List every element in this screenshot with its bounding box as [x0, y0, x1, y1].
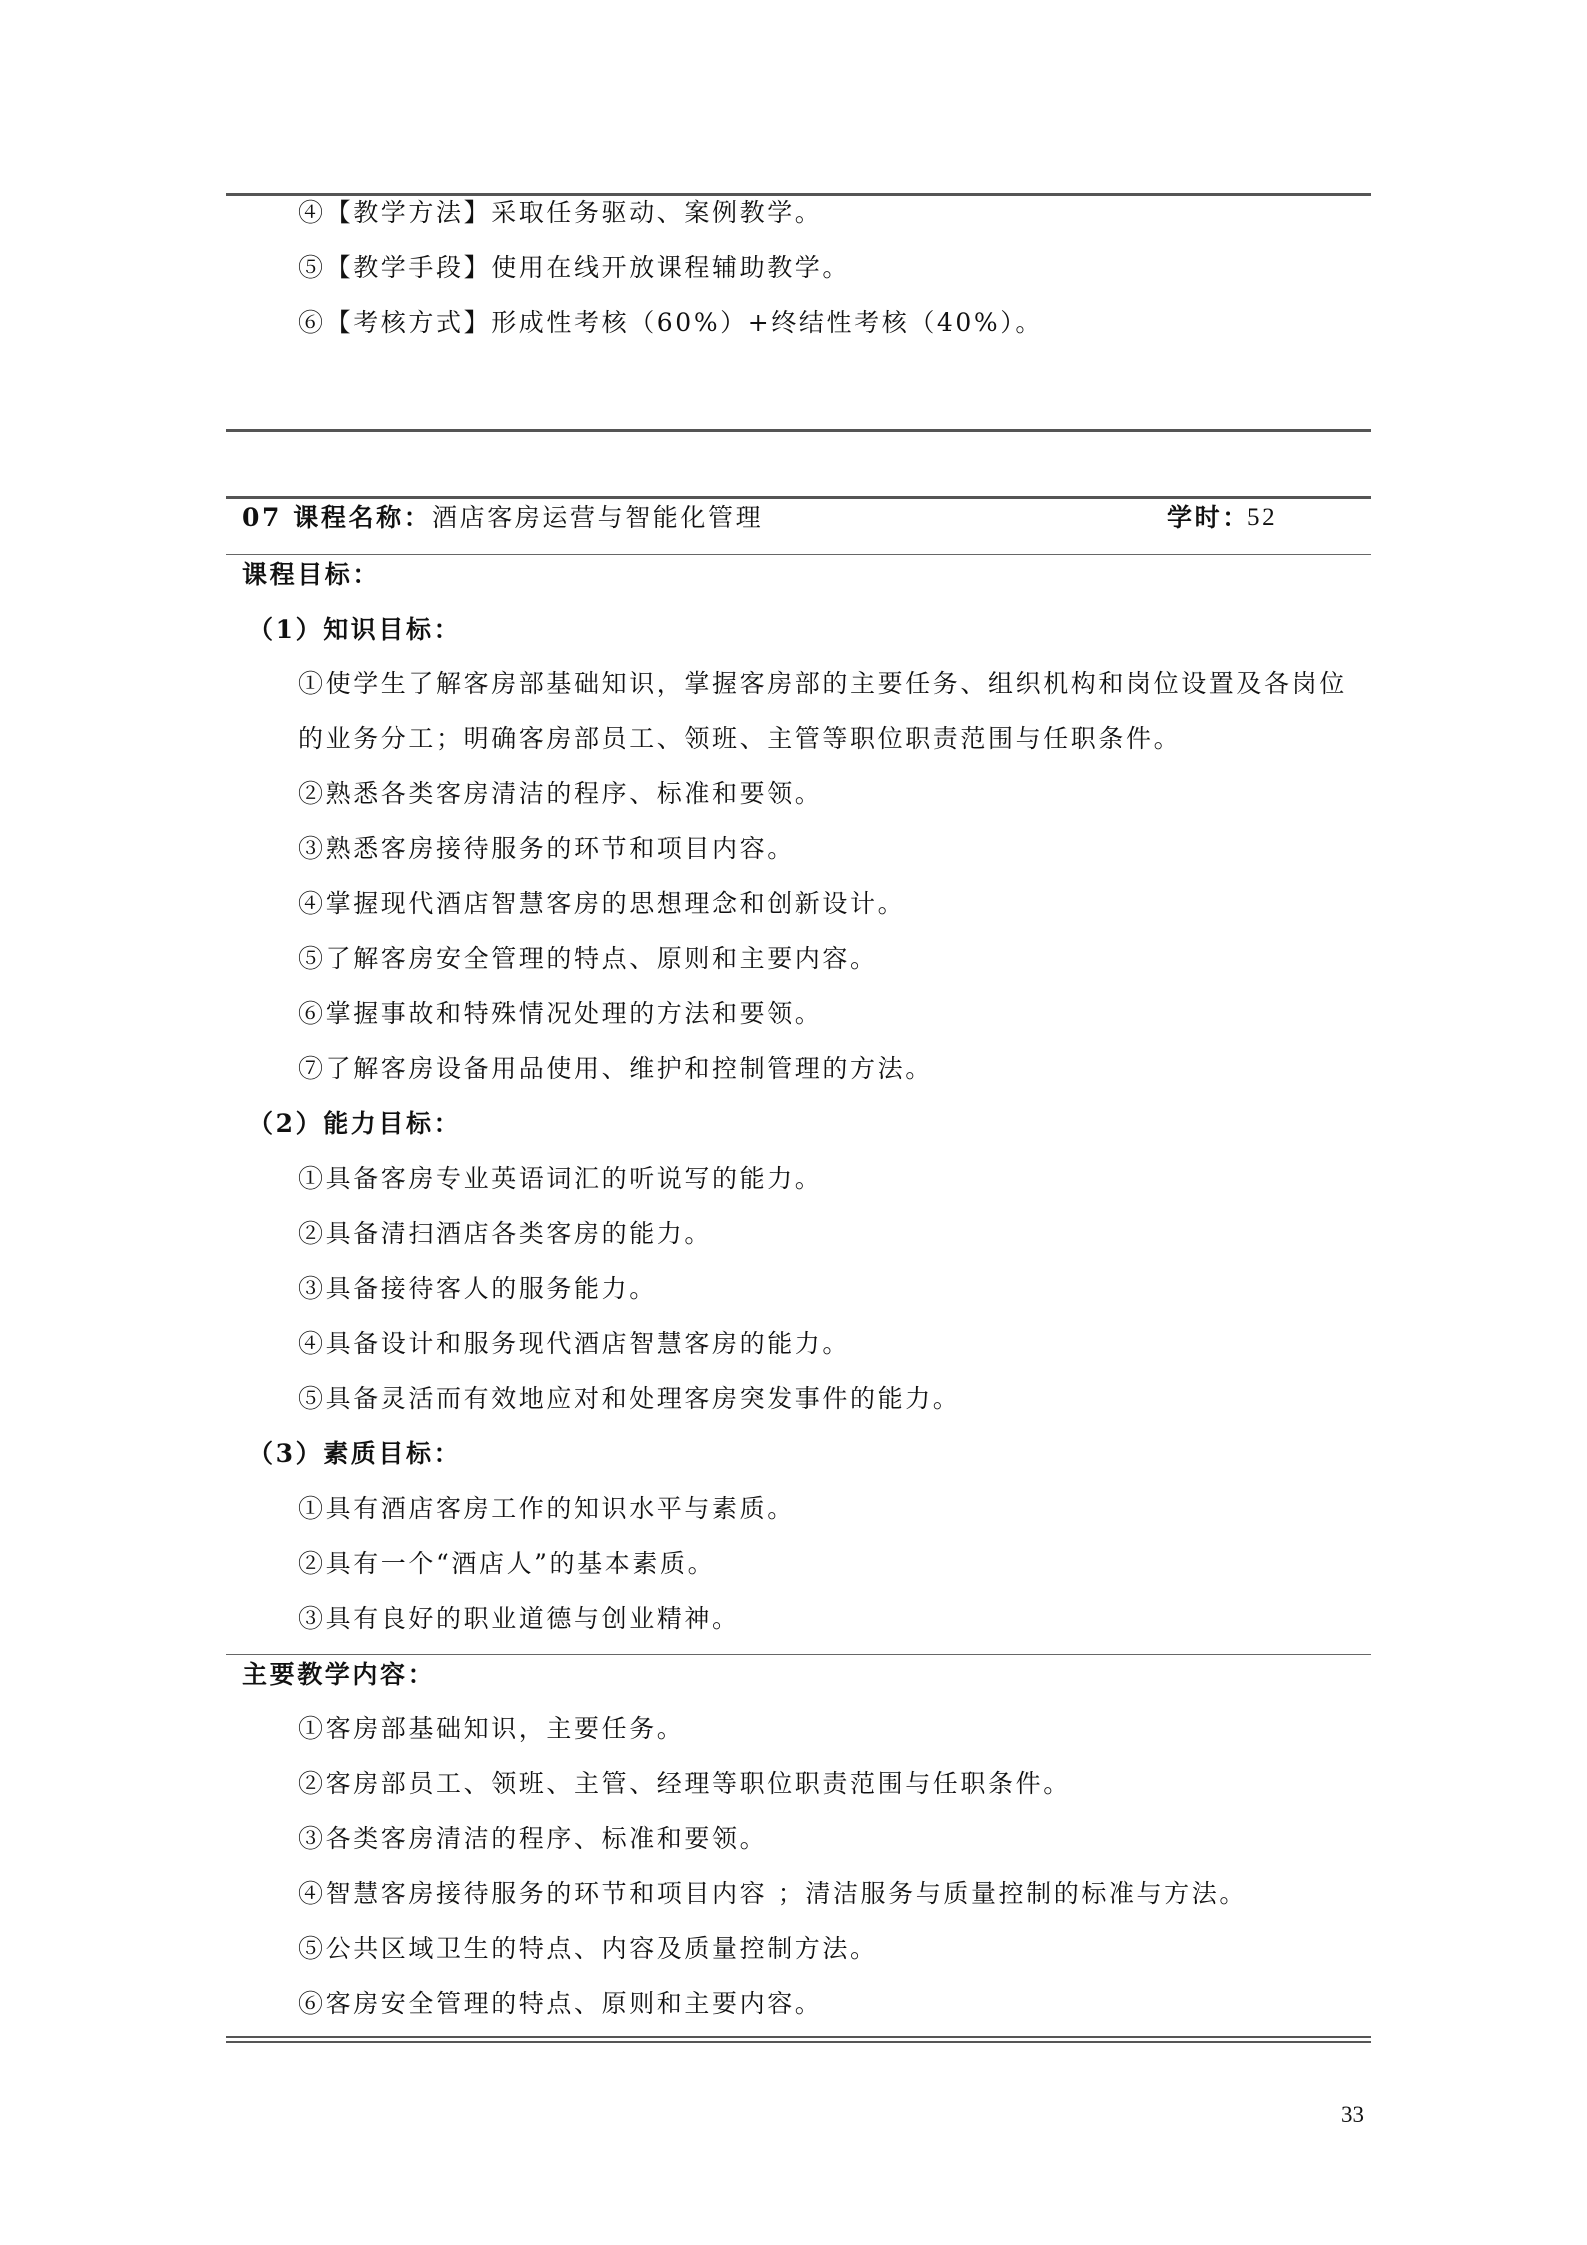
list-item: ⑥【考核方式】形成性考核（60%）+终结性考核（40%）。	[298, 308, 1043, 337]
course-hours-label: 学时：	[1167, 503, 1250, 532]
list-item: ⑤公共区域卫生的特点、内容及质量控制方法。	[298, 1934, 878, 1963]
page-number: 33	[1341, 2102, 1364, 2127]
list-item: ⑤具备灵活而有效地应对和处理客房突发事件的能力。	[298, 1384, 961, 1413]
quality-heading: （3）素质目标：	[248, 1439, 462, 1468]
table-bottom-rule	[226, 2036, 1371, 2038]
list-item: ①使学生了解客房部基础知识，掌握客房部的主要任务、组织机构和岗位设置及各岗位	[298, 669, 1347, 698]
list-item: ②具备清扫酒店各类客房的能力。	[298, 1219, 713, 1248]
course-top-rule	[226, 496, 1371, 499]
list-item: ②熟悉各类客房清洁的程序、标准和要领。	[298, 779, 823, 808]
list-item: ⑤了解客房安全管理的特点、原则和主要内容。	[298, 944, 878, 973]
list-item: ③熟悉客房接待服务的环节和项目内容。	[298, 834, 795, 863]
course-title-rule	[226, 554, 1371, 555]
list-item: ⑦了解客房设备用品使用、维护和控制管理的方法。	[298, 1054, 933, 1083]
content-heading: 主要教学内容：	[242, 1660, 436, 1689]
list-item: ②客房部员工、领班、主管、经理等职位职责范围与任职条件。	[298, 1769, 1071, 1798]
section-end-rule	[226, 429, 1371, 432]
list-item: ③具有良好的职业道德与创业精神。	[298, 1604, 740, 1633]
list-item: ⑥掌握事故和特殊情况处理的方法和要领。	[298, 999, 823, 1028]
objectives-heading: 课程目标：	[242, 560, 381, 589]
course-name-value: 酒店客房运营与智能化管理	[432, 503, 764, 532]
list-item: ③各类客房清洁的程序、标准和要领。	[298, 1824, 768, 1853]
list-item: ⑤【教学手段】使用在线开放课程辅助教学。	[298, 253, 851, 282]
list-item: 的业务分工；明确客房部员工、领班、主管等职位职责范围与任职条件。	[298, 724, 1182, 753]
list-item: ④智慧客房接待服务的环节和项目内容 ；清洁服务与质量控制的标准与方法。	[298, 1879, 1247, 1908]
list-item: ④【教学方法】采取任务驱动、案例教学。	[298, 198, 823, 227]
list-item: ①具有酒店客房工作的知识水平与素质。	[298, 1494, 795, 1523]
ability-heading: （2）能力目标：	[248, 1109, 462, 1138]
course-hours-value: 52	[1247, 504, 1278, 531]
list-item: ④掌握现代酒店智慧客房的思想理念和创新设计。	[298, 889, 906, 918]
course-name-label: 07 课程名称：	[242, 503, 432, 532]
list-item: ①客房部基础知识，主要任务。	[298, 1714, 685, 1743]
course-title-row	[242, 503, 1357, 537]
content-divider-rule	[226, 1654, 1371, 1655]
list-item: ①具备客房专业英语词汇的听说写的能力。	[298, 1164, 823, 1193]
list-item: ④具备设计和服务现代酒店智慧客房的能力。	[298, 1329, 851, 1358]
top-rule	[226, 193, 1371, 196]
list-item: ②具有一个“酒店人”的基本素质。	[298, 1549, 716, 1578]
list-item: ③具备接待客人的服务能力。	[298, 1274, 657, 1303]
knowledge-heading: （1）知识目标：	[248, 615, 462, 644]
list-item: ⑥客房安全管理的特点、原则和主要内容。	[298, 1989, 823, 2018]
